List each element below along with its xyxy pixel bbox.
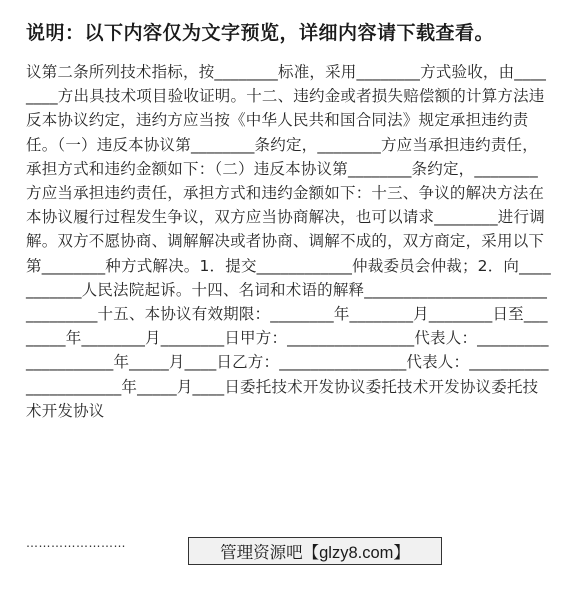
preview-notice-heading: 说明：以下内容仅为文字预览，详细内容请下载查看。 — [26, 22, 495, 44]
document-body-text: 议第二条所列技术指标，按________标准，采用________方式验收，由________方出具技术项目验收证明。十二、违约金或者损失赔偿额的计算方法违反本协议约定，违约方应当按《中华人民共和国合同法》规定承担违约责任。（一）违反本协议第________条约定，________方应当承担违约责任，承担方式和违约金额如下：（二）违反本协议第________条约定，________方应当承担违约责任，承担方式和违约金额如下：十三、争议的解决方法在本协议履行过程发生争议，双方应当协商解决，也可以请求________进行调解。双方不愿协商、调解解决或者协商、调解不成的，双方商定，采用以下第________种方式解决。1．提交____________仲裁委员会仲裁；2．向___________人民法院起诉。十四、名词和术语的解释________________________________十五、本协议有效期限：________年________月________日至________年________月________日甲方：________________代表人：____________________年_____月____日乙方：________________代表人：______________________年_____月____日委托技术开发协议委托技术开发协议委托技术开发协议 — [26, 63, 551, 420]
source-site-badge[interactable]: 管理资源吧【glzy8.com】 — [188, 537, 442, 565]
dotted-separator: …………………… — [26, 536, 126, 550]
